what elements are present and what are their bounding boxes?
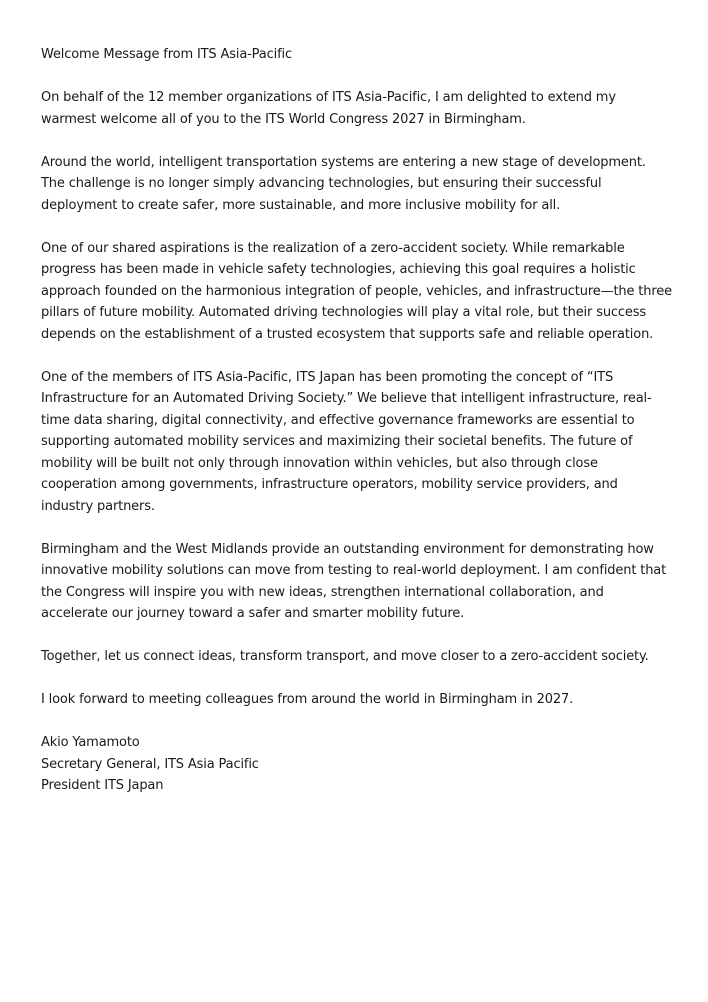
paragraph-birmingham: Birmingham and the West Midlands provide an outstanding environment for demonstrating how innovative mobility solutions can move from testing to real-world deployment. I am confident that the Congress will inspire you with new ideas, strengthen international collaboration, and accelerate our journey toward a safer and smarter mobility future.: [41, 541, 667, 621]
paragraph-together: Together, let us connect ideas, transform transport, and move closer to a zero-accident society.: [41, 649, 649, 664]
paragraph-new-stage: Around the world, intelligent transportation systems are entering a new stage of development. The challenge is no longer simply advancing technologies, but ensuring their successful deployment to create safer, more sustainable, and more inclusive mobility for all.: [41, 154, 646, 213]
paragraph-welcome: On behalf of the 12 member organizations of ITS Asia-Pacific, I am delighted to extend my warmest welcome all of you to the ITS World Congress 2027 in Birmingham.: [41, 90, 616, 127]
paragraph-its-japan: One of the members of ITS Asia-Pacific, ITS Japan has been promoting the concept of “ITS Infrastructure for an Automated Driving Society.” We believe that intelligent infrastructure, real-time data sharing, digital connectivity, and effective governance frameworks are essential to supporting automated mobility services and maximizing their societal benefits. The future of mobility will be built not only through innovation within vehicles, but also through close cooperation among governments, infrastructure operators, mobility service providers, and industry partners.: [41, 369, 652, 514]
signature-name: Akio Yamamoto: [41, 735, 140, 750]
paragraph-look-forward: I look forward to meeting colleagues from around the world in Birmingham in 2027.: [41, 692, 574, 707]
signature-title-president: President ITS Japan: [41, 778, 164, 793]
letter-document: [41, 44, 673, 818]
signature-title-secretary: Secretary General, ITS Asia Pacific: [41, 756, 259, 772]
paragraph-zero-accident: One of our shared aspirations is the realization of a zero-accident society. While remarkable progress has been made in vehicle safety technologies, achieving this goal requires a holistic approach founded on the harmonious integration of people, vehicles, and infrastructure—the three pillars of future mobility. Automated driving technologies will play a vital role, but their success depends on the establishment of a trusted ecosystem that supports safe and reliable operation.: [41, 240, 672, 342]
signature-block: [41, 732, 673, 797]
letter-title: Welcome Message from ITS Asia-Pacific: [41, 47, 292, 62]
